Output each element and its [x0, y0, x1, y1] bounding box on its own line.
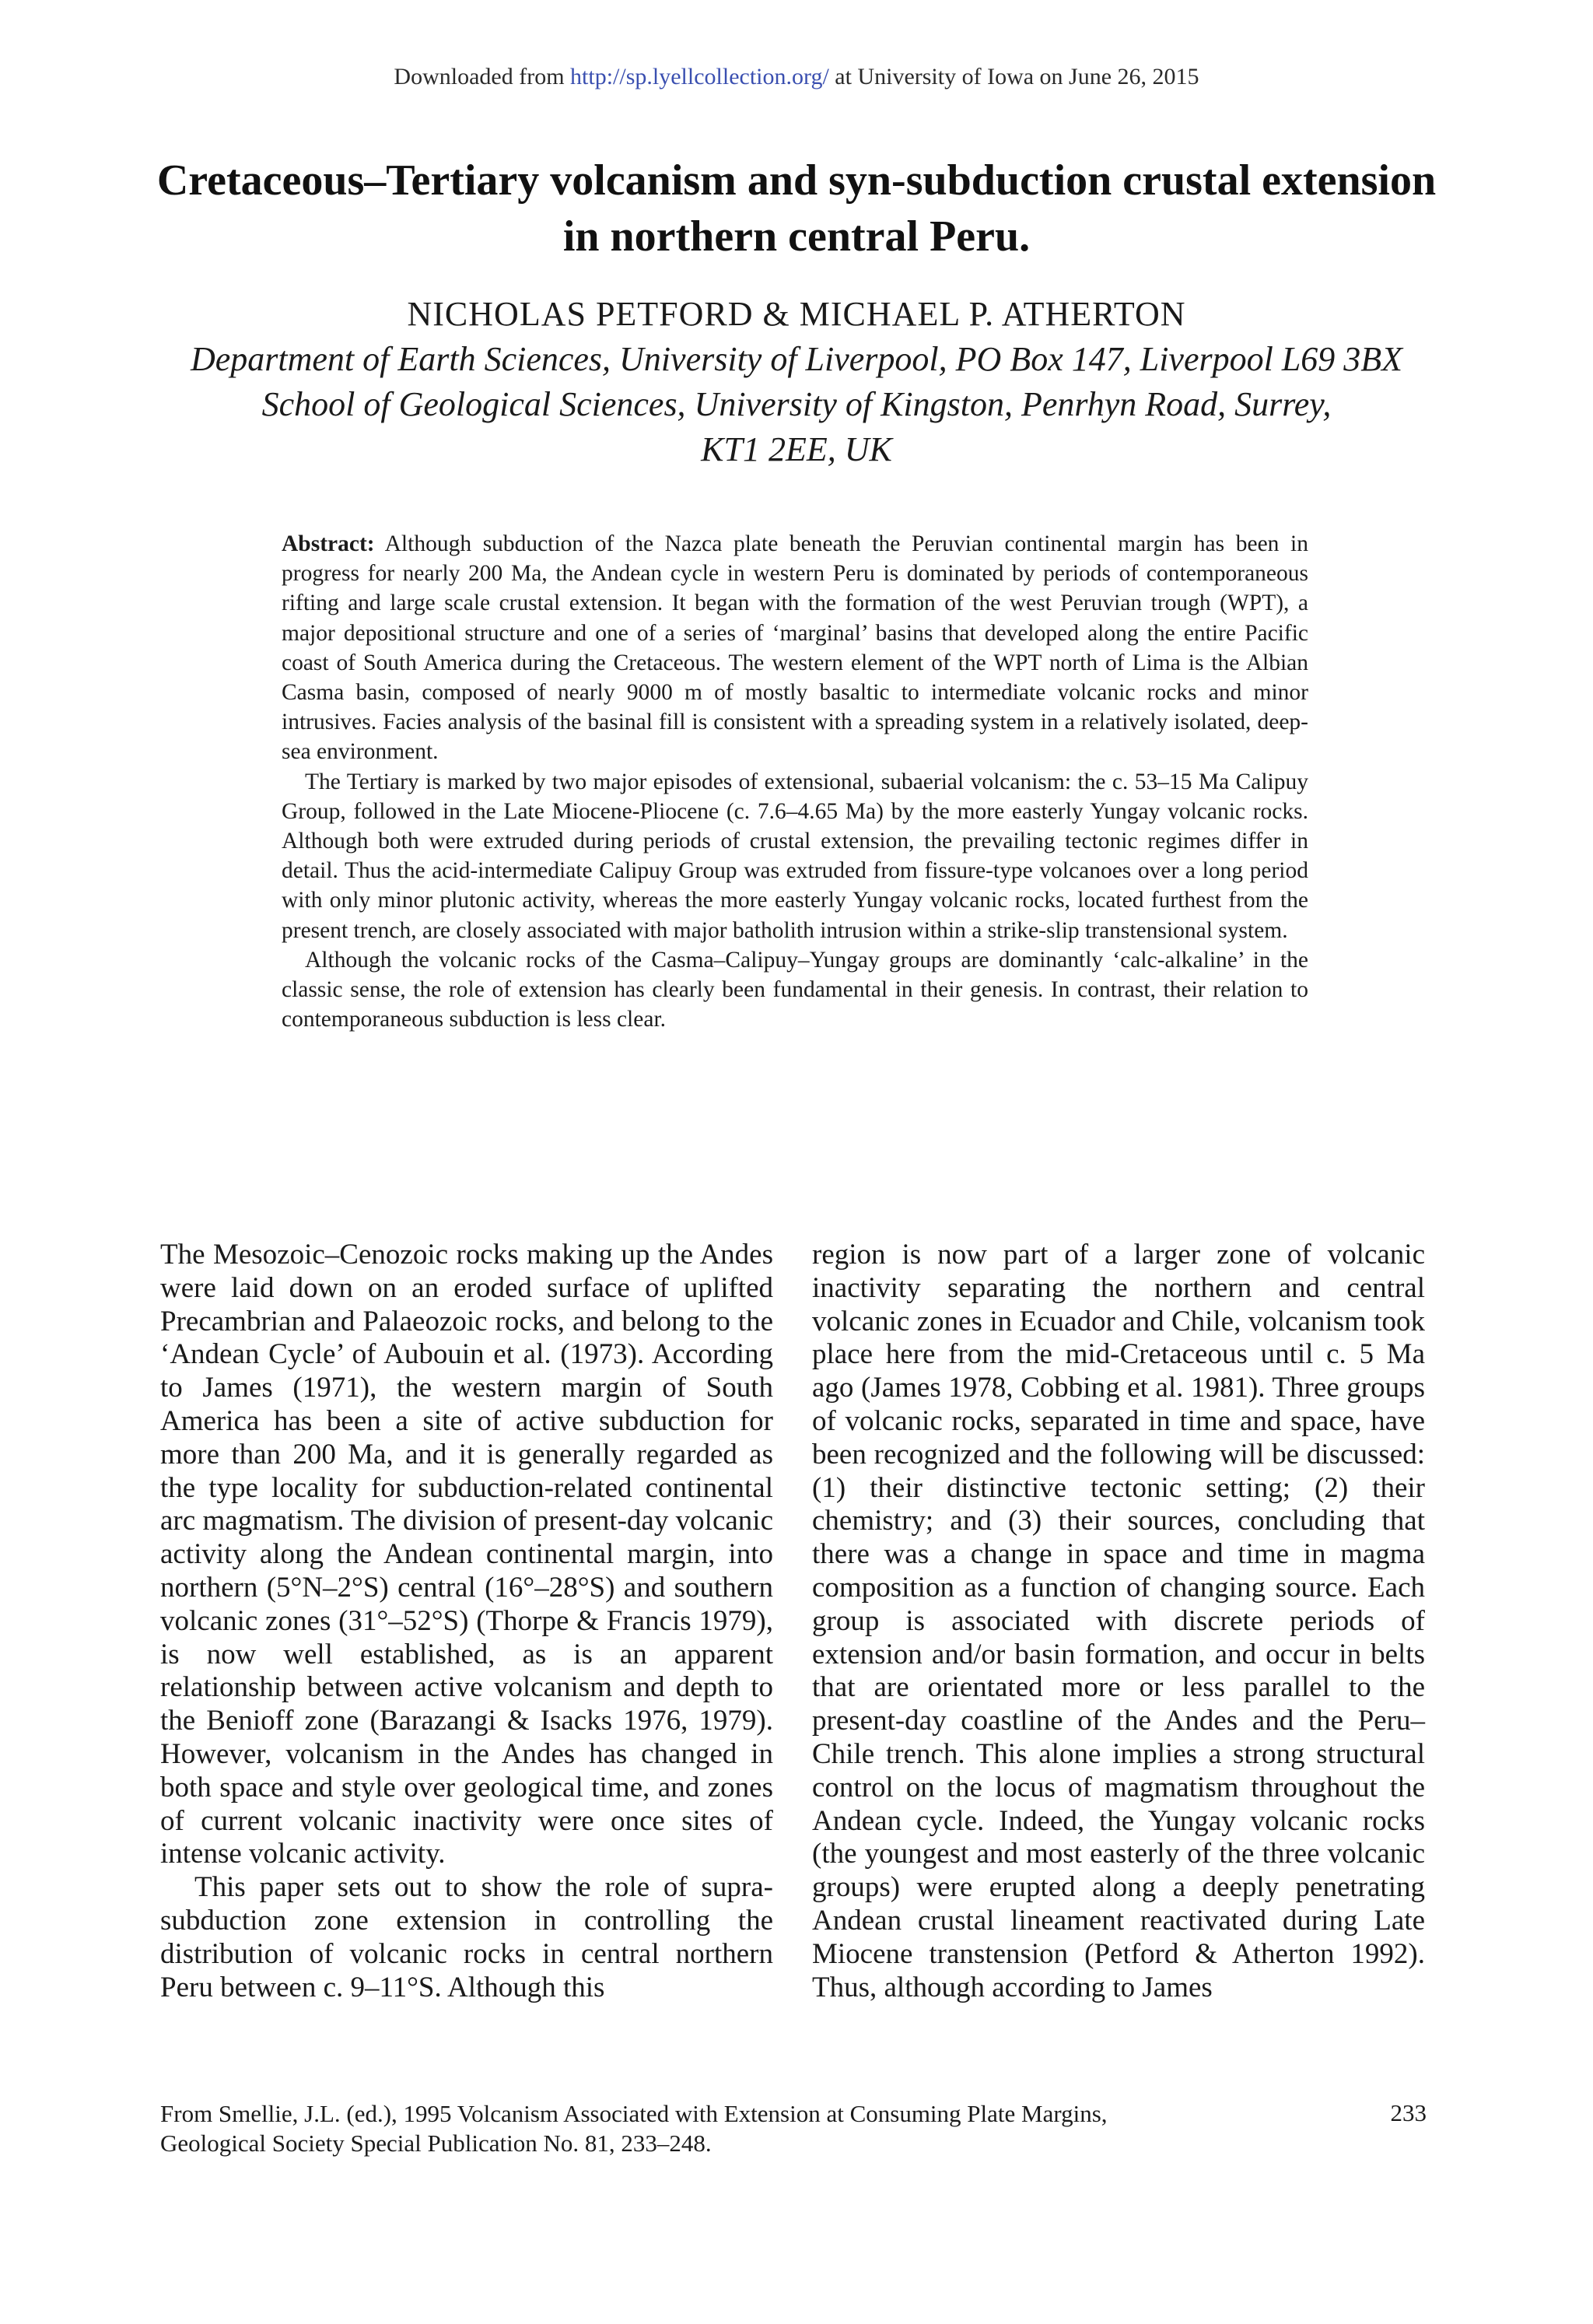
paper-title: [117, 152, 1476, 265]
body-paragraph: This paper sets out to show the role of supra-subduction zone extension in controlling the distribution of volcanic rocks in central northern Peru between c. 9–11°S. Although this: [160, 1871, 773, 2003]
body-paragraph: region is now part of a larger zone of volcanic inactivity separating the northern and central volcanic zones in Ecuador and Chile, volcanism took place here from the mid-Cretaceous until c. 5 Ma ago (James 1978, Cobbing et al. 1981). Three groups of volcanic rocks, separated in time and space, have been recognized and the following will be discussed: (1) their distinctive tectonic setting; (2) their chemistry; and (3) their sources, concluding that there was a change in space and time in magma composition as a function of changing source. Each group is associated with discrete periods of extension and/or basin formation, and occur in belts that are orientated more or less parallel to the present-day coastline of the Andes and the Peru–Chile trench. This alone implies a strong structural control on the locus of magmatism throughout the Andean cycle. Indeed, the Yungay volcanic rocks (the youngest and most easterly of the three volcanic groups) were erupted along a deeply penetrating Andean crustal lineament reactivated during Late Miocene transtension (Petford & Atherton 1992). Thus, although according to James: [812, 1239, 1425, 2003]
abstract-paragraph: The Tertiary is marked by two major episodes of extensional, subaerial volcanism: the c. 53–15 Ma Calipuy Group, followed in the Late Miocene-Pliocene (c. 7.6–4.65 Ma) by the more easterly Yungay volcanic rocks. Although both were extruded during periods of crustal extension, the prevailing tectonic regimes differ in detail. Thus the acid-intermediate Calipuy Group was extruded from fissure-type volcanoes over a long period with only minor plutonic activity, whereas the more easterly Yungay volcanic rocks, located furthest from the present trench, are closely associated with major batholith intrusion within a strike-slip transtensional system.: [282, 769, 1308, 943]
body-column-right: [812, 1239, 1425, 2004]
abstract-label: Abstract:: [282, 531, 375, 556]
affiliation-liverpool: Department of Earth Sciences, University of Liverpool, PO Box 147, Liverpool L69 3BX: [190, 340, 1403, 378]
page-number: 233: [1390, 2099, 1427, 2126]
download-suffix: at University of Iowa on June 26, 2015: [828, 64, 1199, 89]
abstract: [282, 529, 1308, 1034]
source-link[interactable]: http://sp.lyellcollection.org/: [570, 64, 829, 89]
body-paragraph: The Mesozoic–Cenozoic rocks making up the Andes were laid down on an eroded surface of uplifted Precambrian and Palaeozoic rocks, and belong to the ‘Andean Cycle’ of Aubouin et al. (1973). According to James (1971), the western margin of South America has been a site of active subduction for more than 200 Ma, and it is generally regarded as the type locality for subduction-related continental arc magmatism. The division of present-day volcanic activity along the Andean continental margin, into northern (5°N–2°S) central (16°–28°S) and southern volcanic zones (31°–52°S) (Thorpe & Francis 1979), is now well established, as is an apparent relationship between active volcanism and depth to the Benioff zone (Barazangi & Isacks 1976, 1979). However, volcanism in the Andes has changed in both space and style over geological time, and zones of current volcanic inactivity were once sites of intense volcanic activity.: [160, 1239, 773, 1870]
citation-footer: [160, 2099, 1397, 2158]
citation-line-1: From Smellie, J.L. (ed.), 1995 Volcanism Associated with Extension at Consuming Plate Margins,: [160, 2100, 1108, 2127]
author-list: NICHOLAS PETFORD & MICHAEL P. ATHERTON: [407, 295, 1186, 333]
download-notice: [0, 64, 1593, 90]
affiliation-kingston: School of Geological Sciences, University of Kingston, Penrhyn Road, Surrey,: [261, 385, 1332, 423]
affiliation-postcode: KT1 2EE, UK: [701, 430, 892, 468]
title-line-2: in northern central Peru.: [562, 212, 1031, 261]
download-prefix: Downloaded from: [394, 64, 571, 89]
citation-line-2: Geological Society Special Publication No. 81, 233–248.: [160, 2129, 712, 2157]
title-line-1: Cretaceous–Tertiary volcanism and syn-subduction crustal extension: [156, 156, 1437, 205]
body-column-left: [160, 1239, 773, 2004]
abstract-paragraph: [282, 529, 1308, 767]
abstract-text-1: Although subduction of the Nazca plate beneath the Peruvian continental margin has been in progress for nearly 200 Ma, the Andean cycle in western Peru is dominated by periods of contemporaneous rifting and large scale crustal extension. It began with the formation of the west Peruvian trough (WPT), a major depositional structure and one of a series of ‘marginal’ basins that developed along the entire Pacific coast of South America during the Cretaceous. The western element of the WPT north of Lima is the Albian Casma basin, composed of nearly 9000 m of mostly basaltic to intermediate volcanic rocks and minor intrusives. Facies analysis of the basinal fill is consistent with a spreading system in a relatively isolated, deep-sea environment.: [282, 531, 1309, 765]
abstract-paragraph: Although the volcanic rocks of the Casma–Calipuy–Yungay groups are dominantly ‘calc-alkaline’ in the classic sense, the role of extension has clearly been fundamental in their genesis. In contrast, their relation to contemporaneous subduction is less clear.: [282, 947, 1308, 1032]
